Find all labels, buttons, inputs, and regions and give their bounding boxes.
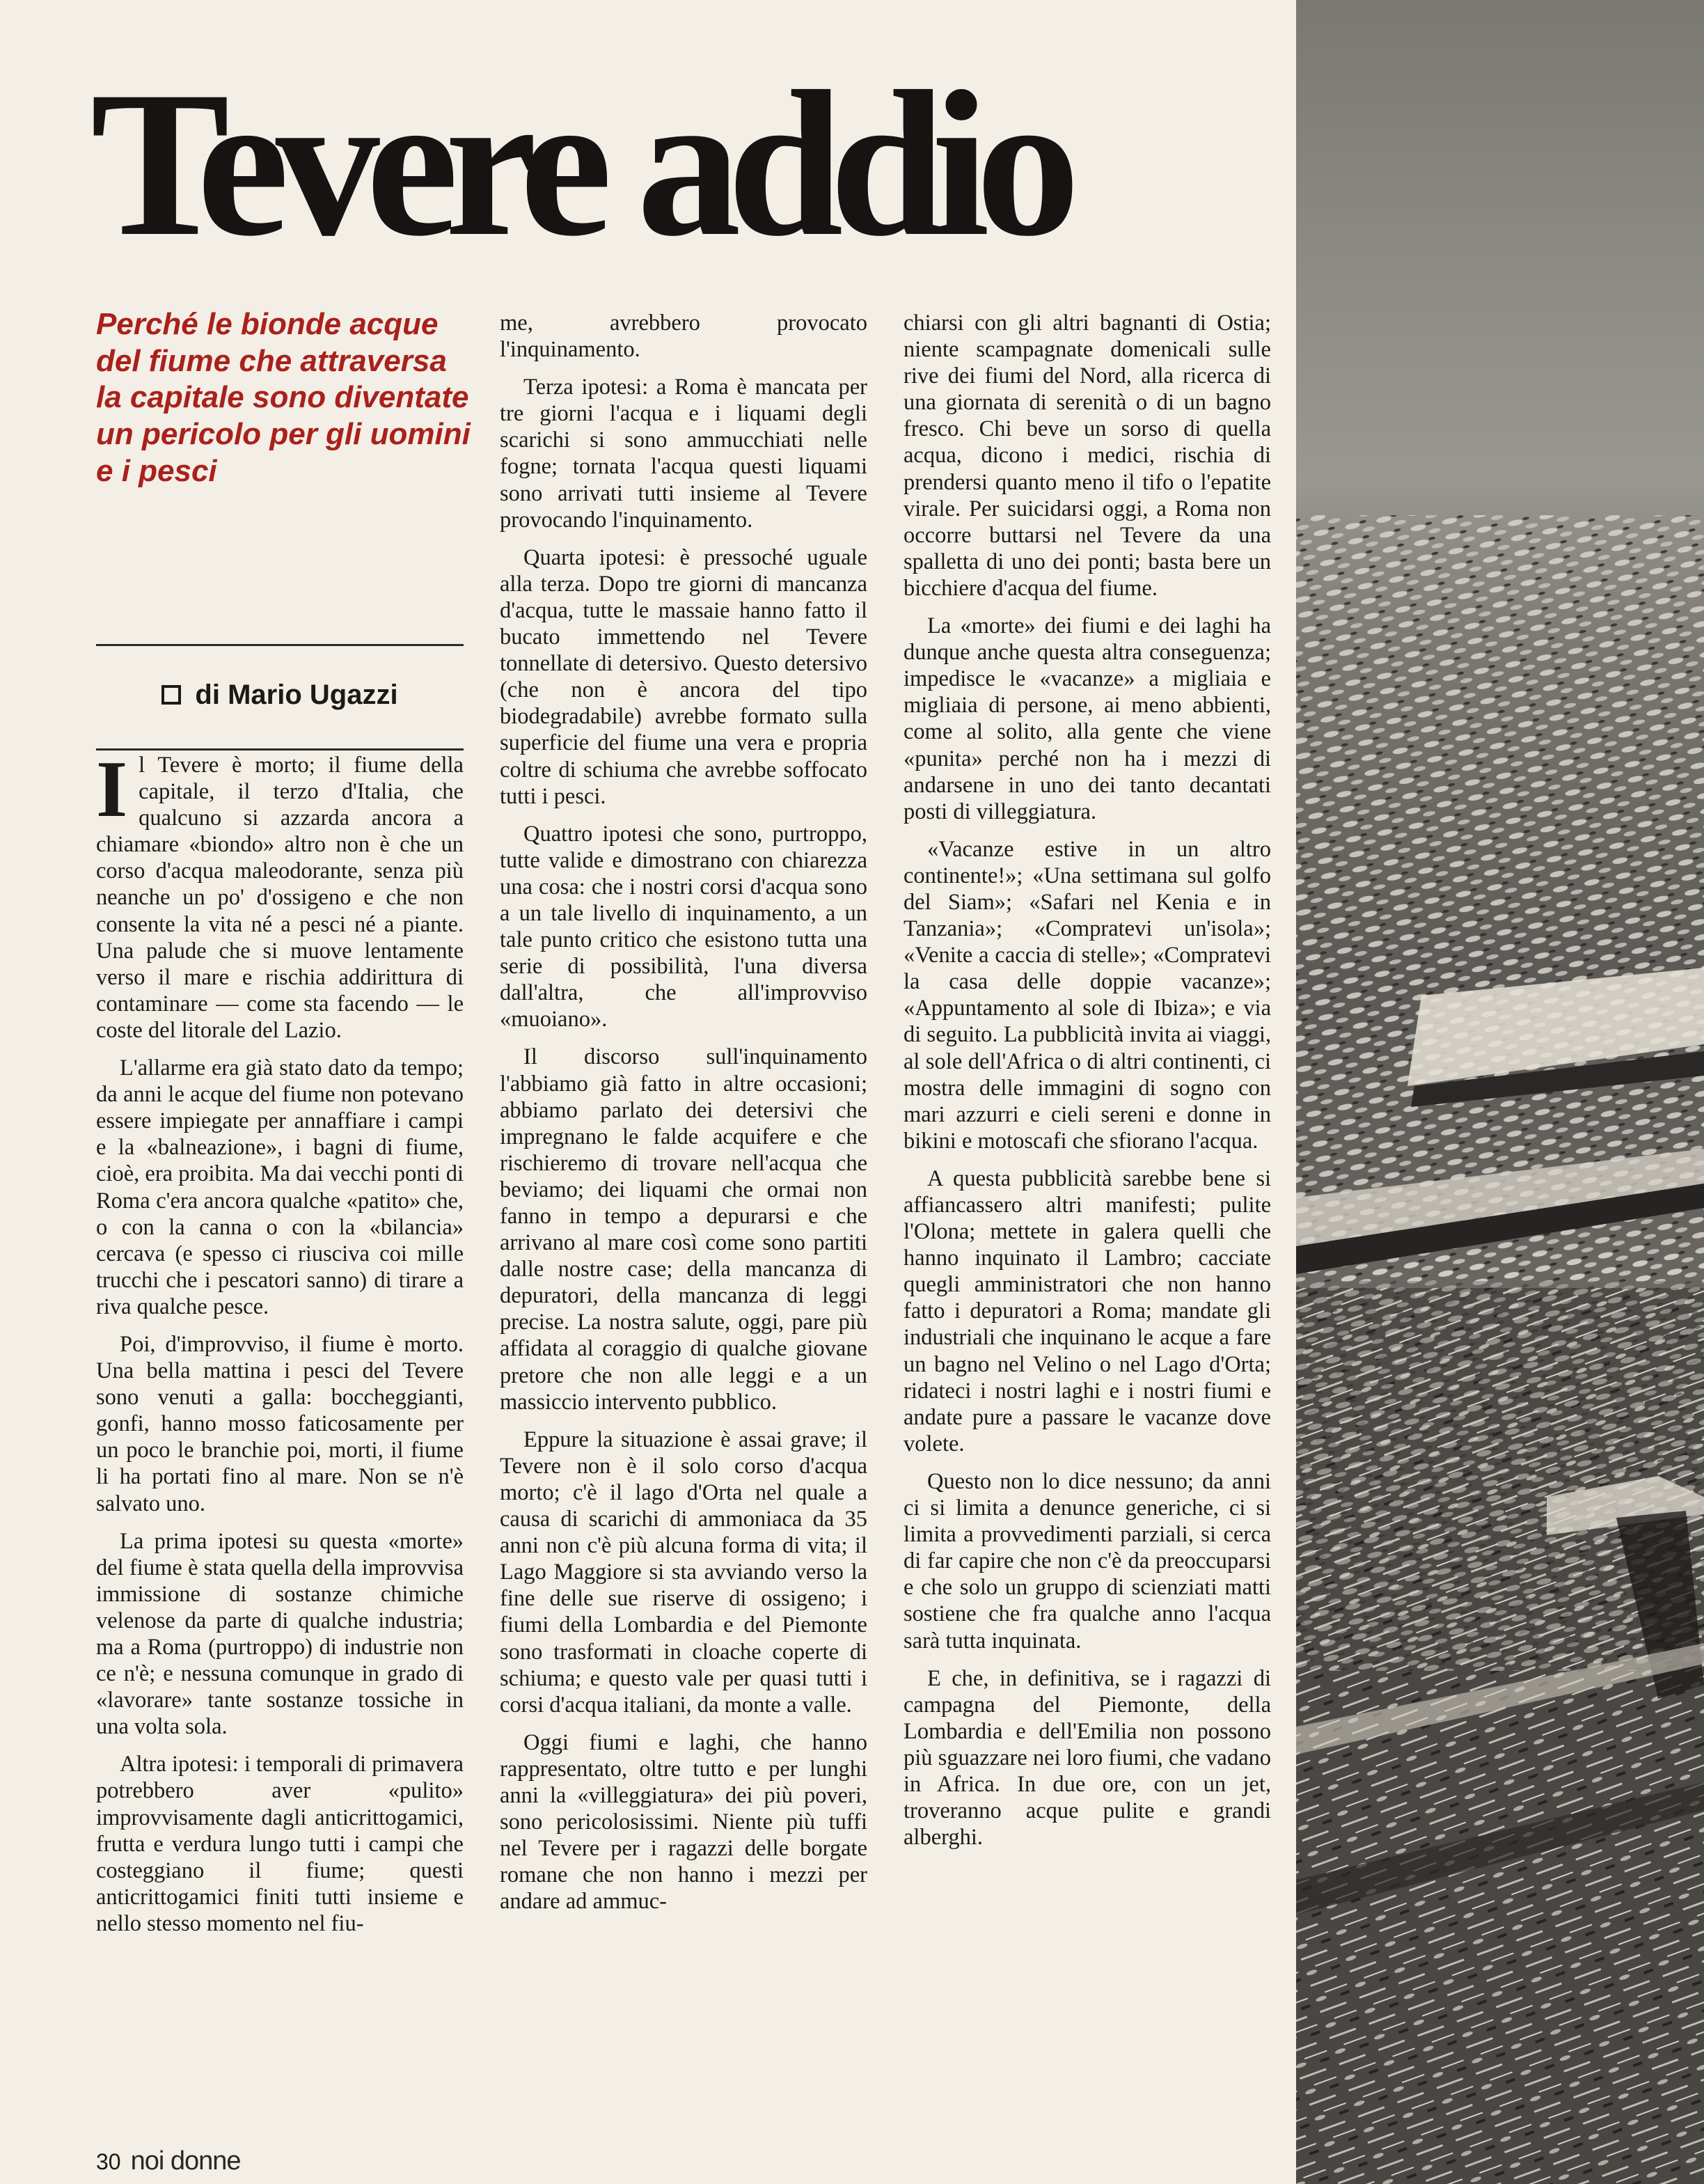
paragraph: chiarsi con gli altri bagnanti di Ostia; niente scampagnate domenicali sulle rive dei fiumi del Nord, alla ricerca di una giornata di serenità o di un bagno fresco. Chi beve un sorso di quella acqua, dicono i medici, rischia di prendersi quanto meno il tifo o l'epatite virale. Per suicidarsi oggi, a Roma non occorre buttarsi nel Tevere da una spalletta di uno dei ponti; basta bere un bicchiere d'acqua del fiume. xyxy=(904,311,1271,601)
text-column-2 xyxy=(500,310,867,2127)
paragraph: Oggi fiumi e laghi, che hanno rappresentato, oltre tutto e per lunghi anni la «villeggiatura» dei più poveri, sono pericolosissimi. Niente più tuffi nel Tevere per i ragazzi delle borgate romane che non hanno i mezzi per andare ad ammuc- xyxy=(500,1729,867,1915)
text-column-1 xyxy=(96,745,464,2137)
paragraph: Altra ipotesi: i temporali di primavera potrebbero aver «pulito» improvvisamente dagli anticrittogamici, frutta e verdura lungo tutti i campi che costeggiano il fiume; questi anticrittogamici finiti tutti insieme e nello stesso momento nel fiu- xyxy=(96,1752,464,1936)
page-footer xyxy=(96,2146,514,2177)
magazine-name: noi donne xyxy=(130,2146,241,2176)
author-name: di Mario Ugazzi xyxy=(195,679,398,710)
byline xyxy=(96,660,464,730)
dead-fish-river-image xyxy=(1296,0,1704,2184)
paragraph: La «morte» dei fiumi e dei laghi ha dunque anche questa altra conseguenza; impedisce le «vacanze» a migliaia e migliaia di persone, ai meno abbienti, come al solito, alla gente che viene «punita» perché non ha i mezzi di andarsene in uno dei tanto decantati posti di villeggiatura. xyxy=(904,613,1271,824)
paragraph: Quattro ipotesi che sono, purtroppo, tutte valide e dimostrano con chiarezza una cosa: che i nostri corsi d'acqua sono a un tale livello di inquinamento, a un tale punto critico che esistono tutta una serie di possibilità, l'una diversa dall'altra, che all'improvviso «muoiano». xyxy=(500,821,867,1032)
paragraph: Questo non lo dice nessuno; da anni ci si limita a denunce generiche, ci si limita a provvedimenti parziali, si cerca di far capire che non c'è da preoccuparsi e che solo un gruppo di scienziati matti sostiene che fra qualche anno l'acqua sarà tutta inquinata. xyxy=(904,1468,1271,1653)
paragraph: Il Tevere è morto; il fiume della capitale, il terzo d'Italia, che qualcuno si azzarda ancora a chiamare «biondo» altro non è che un corso d'acqua maleodorante, senza più neanche un po' d'ossigeno e che non consente la vita né a pesci né a piante. Una palude che si muove lentamente verso il mare e rischia addirittura di contaminare — come sta facendo — le coste del litorale del Lazio. xyxy=(96,745,464,1043)
paragraph: Il discorso sull'inquinamento l'abbiamo già fatto in altre occasioni; abbiamo parlato dei detersivi che impregnano le falde acquifere e che rischieremo di trovare nell'acqua che beviamo; dei liquami che ormai non fanno in tempo a depurarsi e che arrivano al mare così come sono partiti dalle nostre case; della mancanza di depuratori, della mancanza di leggi precise. La nostra salute, oggi, pare più affidata al coraggio di qualche giovane pretore che non alle leggi e a un massiccio intervento pubblico. xyxy=(500,1044,867,1415)
paragraph: La prima ipotesi su questa «morte» del fiume è stata quella della improvvisa immissione di sostanze chimiche velenose da parte di qualche industria; ma a Roma (purtroppo) di industrie non ce n'è; e nessuna comunque in grado di «lavorare» tante sostanze tossiche in una volta sola. xyxy=(96,1528,464,1740)
river-photo xyxy=(1296,0,1704,2184)
paragraph: Terza ipotesi: a Roma è mancata per tre giorni l'acqua e i liquami degli scarichi si sono ammucchiati nelle fogne; tornata l'acqua questi liquami sono arrivati tutti insieme al Tevere provocando l'inquinamento. xyxy=(500,375,867,533)
square-bullet-icon xyxy=(161,685,181,705)
byline-bottom-rule xyxy=(96,748,464,751)
page-number: 30 xyxy=(96,2149,121,2174)
article-title: Tevere addio xyxy=(90,48,1066,279)
paragraph: A questa pubblicità sarebbe bene si affiancassero altri manifesti; pulite l'Olona; mettete in galera quelli che hanno inquinato il Lambro; cacciate quegli amministratori che non hanno fatto i depuratori a Roma; mandate gli industriali che inquinano le acque a fare un bagno nel Velino o nel Lago d'Orta; ridateci i nostri laghi e i nostri fiumi e andate pure a passare le vacanze dove volete. xyxy=(904,1165,1271,1456)
paragraph: Quarta ipotesi: è pressoché uguale alla terza. Dopo tre giorni di mancanza d'acqua, tutte le massaie hanno fatto il bucato immettendo nel Tevere tonnellate di detersivo. Questo detersivo (che non è ancora del tipo biodegradabile) avrebbe formato sulla superficie del fiume una vera e propria coltre di schiuma che avrebbe soffocato tutti i pesci. xyxy=(500,544,867,809)
text-column-3 xyxy=(904,310,1271,2134)
drop-cap: I xyxy=(96,745,128,834)
paragraph: «Vacanze estive in un altro continente!»; «Una settimana sul golfo del Siam»; «Safari nel Kenia e in Tanzania»; «Compratevi un'isola»; «Venite a caccia di stelle»; «Compratevi la casa delle doppie vacanze»; «Appuntamento al sole di Ibiza»; e via di seguito. La pubblicità invita ai viaggi, al sole dell'Africa o di altri continenti, ci mostra delle immagini di sogno con mari azzurri e cieli sereni e donne in bikini e motoscafi che sfiorano l'acqua. xyxy=(904,836,1271,1154)
paragraph: Poi, d'improvviso, il fiume è morto. Una bella mattina i pesci del Tevere sono venuti a galla: boccheggianti, gonfi, hanno mosso faticosamente per un poco le branchie poi, morti, il fiume li ha portati fino al mare. Non se n'è salvato uno. xyxy=(96,1331,464,1516)
paragraph: Eppure la situazione è assai grave; il Tevere non è il solo corso d'acqua morto; c'è il lago d'Orta nel quale a causa di scarichi di ammoniaca da 35 anni non c'è più alcuna forma di vita; il Lago Maggiore si sta avviando verso la fine delle sue riserve di ossigeno; i fiumi della Lombardia e del Piemonte sono trasformati in cloache coperte di schiuma; e questo vale per quasi tutti i corsi d'acqua italiani, da monte a valle. xyxy=(500,1427,867,1718)
paragraph: me, avrebbero provocato l'inquinamento. xyxy=(500,311,867,363)
paragraph: E che, in definitiva, se i ragazzi di campagna del Piemonte, della Lombardia e dell'Emilia non possono più sguazzare nei loro fiumi, che vadano in Africa. In due ore, con un jet, troveranno acque pulite e grandi alberghi. xyxy=(904,1665,1271,1851)
byline-top-rule xyxy=(96,644,464,646)
paragraph: L'allarme era già stato dato da tempo; da anni le acque del fiume non potevano essere impiegate per annaffiare i campi e la «balneazione», i bagni di fiume, cioè, era proibita. Ma dai vecchi ponti di Roma c'era ancora qualche «patito» che, o con la canna o con la «bilancia» cercava (e spesso ci riusciva coi mille trucchi che i pescatori sanno) di tirare a riva qualche pesce. xyxy=(96,1055,464,1319)
article-subtitle: Perché le bionde acque del fiume che attraversa la capitale sono diventate un pericolo per gli uomini e i pesci xyxy=(96,307,471,488)
